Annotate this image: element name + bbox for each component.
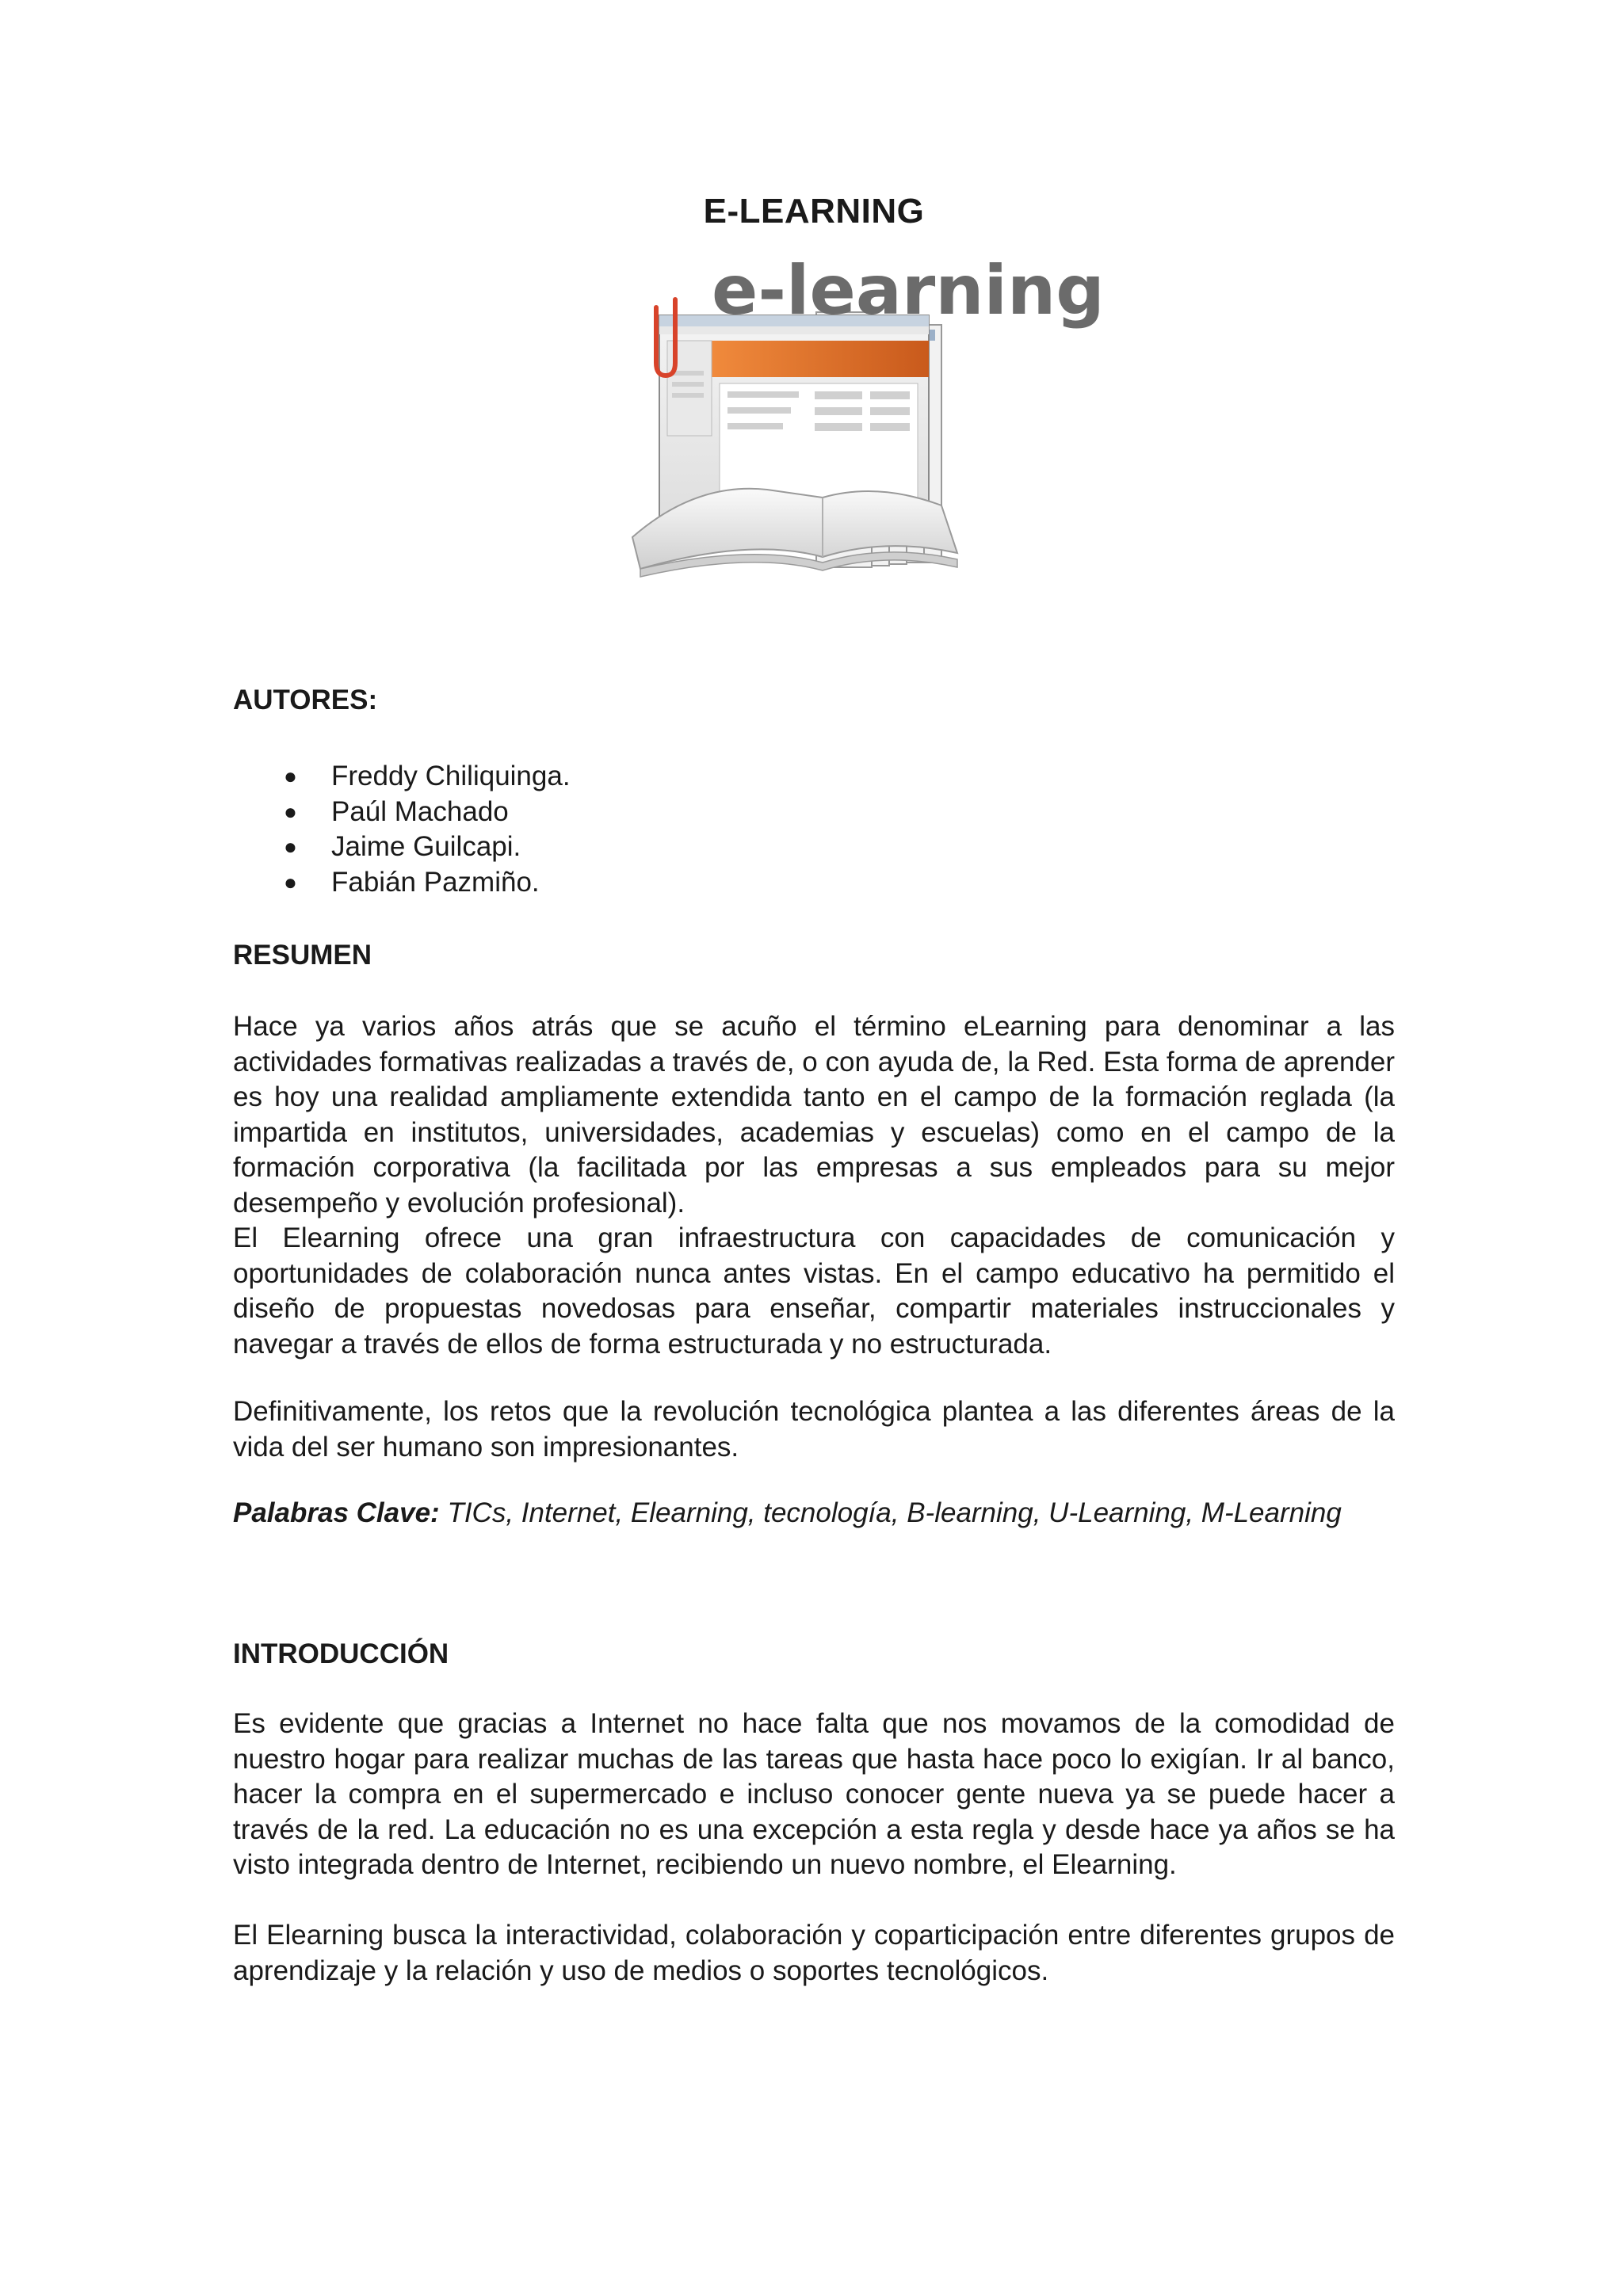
keywords-label: Palabras Clave:	[233, 1497, 440, 1528]
list-item: ● Paúl Machado	[284, 795, 571, 830]
bullet-icon: ●	[284, 869, 297, 894]
document-title: E-LEARNING	[703, 192, 925, 231]
keywords-paragraph	[233, 1496, 1395, 1531]
list-item: ● Fabián Pazmiño.	[284, 865, 571, 901]
intro-paragraph-2: El Elearning busca la interactividad, colaboración y coparticipación entre diferentes grupos de aprendizaje y la relación y uso de medios o soportes tecnológicos.	[233, 1920, 1395, 1986]
logo-text: e-learning	[712, 251, 1105, 330]
list-item: ● Freddy Chiliquinga.	[284, 759, 571, 795]
e-learning-logo	[624, 251, 1105, 608]
list-item: ● Jaime Guilcapi.	[284, 830, 571, 865]
keywords-text: TICs, Internet, Elearning, tecnología, B-learning, U-Learning, M-Learning	[439, 1497, 1342, 1528]
introduccion-heading: INTRODUCCIÓN	[233, 1638, 449, 1669]
intro-paragraph-1: Es evidente que gracias a Internet no hace falta que nos movamos de la comodidad de nuestro hogar para realizar muchas de las tareas que hasta hace poco lo exigían. Ir al banco, hacer la compra en el supermercado e incluso conocer gente nueva ya se puede hacer a través de la red. La educación no es una excepción a esta regla y desde hace ya años se ha visto integrada dentro de Internet, recibiendo un nuevo nombre, el Elearning.	[233, 1708, 1395, 1880]
bullet-icon: ●	[284, 764, 297, 788]
resumen-heading: RESUMEN	[233, 940, 372, 971]
authors-list	[284, 759, 571, 900]
resumen-paragraph-1: Hace ya varios años atrás que se acuño el término eLearning para denominar a las actividades formativas realizadas a través de, o con ayuda de, la Red. Esta forma de aprender es hoy una realidad ampliamente extendida tanto en el campo de la formación reglada (la impartida en institutos, universidades, academias y escuelas) como en el campo de la formación corporativa (la facilitada por las empresas a sus empleados para su mejor desempeño y evolución profesional).	[233, 1011, 1395, 1219]
bullet-icon: ●	[284, 799, 297, 824]
bullet-icon: ●	[284, 834, 297, 859]
resumen-paragraph-3: Definitivamente, los retos que la revolución tecnológica plantea a las diferentes áreas de la vida del ser humano son impresionantes.	[233, 1396, 1395, 1463]
resumen-paragraph-2: El Elearning ofrece una gran infraestructura con capacidades de comunicación y oportunidades de colaboración nunca antes vistas. En el campo educativo ha permitido el diseño de propuestas novedosas para enseñar, compartir materiales instruccionales y navegar a través de ellos de forma estructurada y no estructurada.	[233, 1222, 1395, 1360]
authors-heading: AUTORES:	[233, 685, 378, 715]
